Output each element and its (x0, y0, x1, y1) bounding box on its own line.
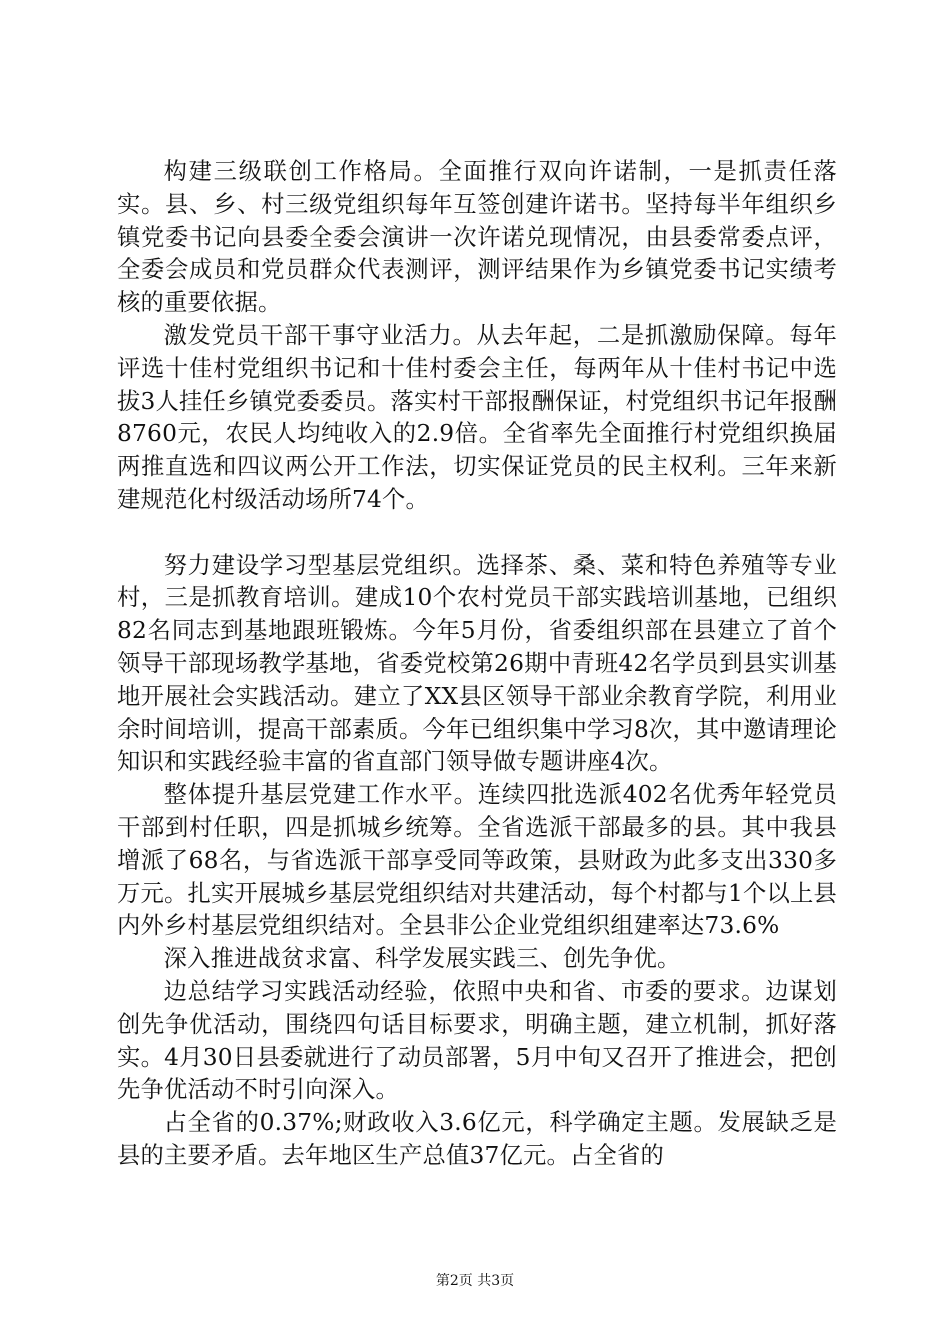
paragraph-4: 整体提升基层党建工作水平。连续四批选派402名优秀年轻党员干部到村任职，四是抓城乡统筹。全省选派干部最多的县。其中我县增派了68名，与省选派干部享受同等政策，县财政为此多支出330多万元。扎实开展城乡基层党组织结对共建活动，每个村都与1个以上县内外乡村基层党组织结对。全县非公企业党组织组建率达73.6% (117, 781, 837, 940)
paragraph-3: 努力建设学习型基层党组织。选择茶、桑、菜和特色养殖等专业村，三是抓教育培训。建成10个农村党员干部实践培训基地，已组织82名同志到基地跟班锻炼。今年5月份，省委组织部在县建立了首个领导干部现场教学基地，省委党校第26期中青班42名学员到县实训基地开展社会实践活动。建立了XX县区领导干部业余教育学院，利用业余时间培训，提高干部素质。今年已组织集中学习8次，其中邀请理论知识和实践经验丰富的省直部门领导做专题讲座4次。 (117, 551, 837, 776)
paragraph-7: 占全省的0.37%;财政收入3.6亿元，科学确定主题。发展缺乏是县的主要矛盾。去年地区生产总值37亿元。占全省的 (117, 1109, 837, 1169)
document-body (117, 156, 837, 1173)
paragraph-5: 深入推进战贫求富、科学发展实践三、创先争优。 (163, 945, 681, 973)
page-number-footer: 第2页 共3页 (435, 1273, 515, 1289)
paragraph-1: 构建三级联创工作格局。全面推行双向许诺制，一是抓责任落实。县、乡、村三级党组织每年互签创建许诺书。坚持每半年组织乡镇党委书记向县委全委会演讲一次许诺兑现情况，由县委常委点评，全委会成员和党员群众代表测评，测评结果作为乡镇党委书记实绩考核的重要依据。 (117, 158, 837, 317)
paragraph-6: 边总结学习实践活动经验，依照中央和省、市委的要求。边谋划创先争优活动，围绕四句话目标要求，明确主题，建立机制，抓好落实。4月30日县委就进行了动员部署，5月中旬又召开了推进会，把创先争优活动不时引向深入。 (117, 977, 837, 1104)
paragraph-2: 激发党员干部干事守业活力。从去年起，二是抓激励保障。每年评选十佳村党组织书记和十佳村委会主任，每两年从十佳村书记中选拔3人挂任乡镇党委委员。落实村干部报酬保证，村党组织书记年报酬8760元，农民人均纯收入的2.9倍。全省率先全面推行村党组织换届两推直选和四议两公开工作法，切实保证党员的民主权利。三年来新建规范化村级活动场所74个。 (117, 321, 837, 513)
